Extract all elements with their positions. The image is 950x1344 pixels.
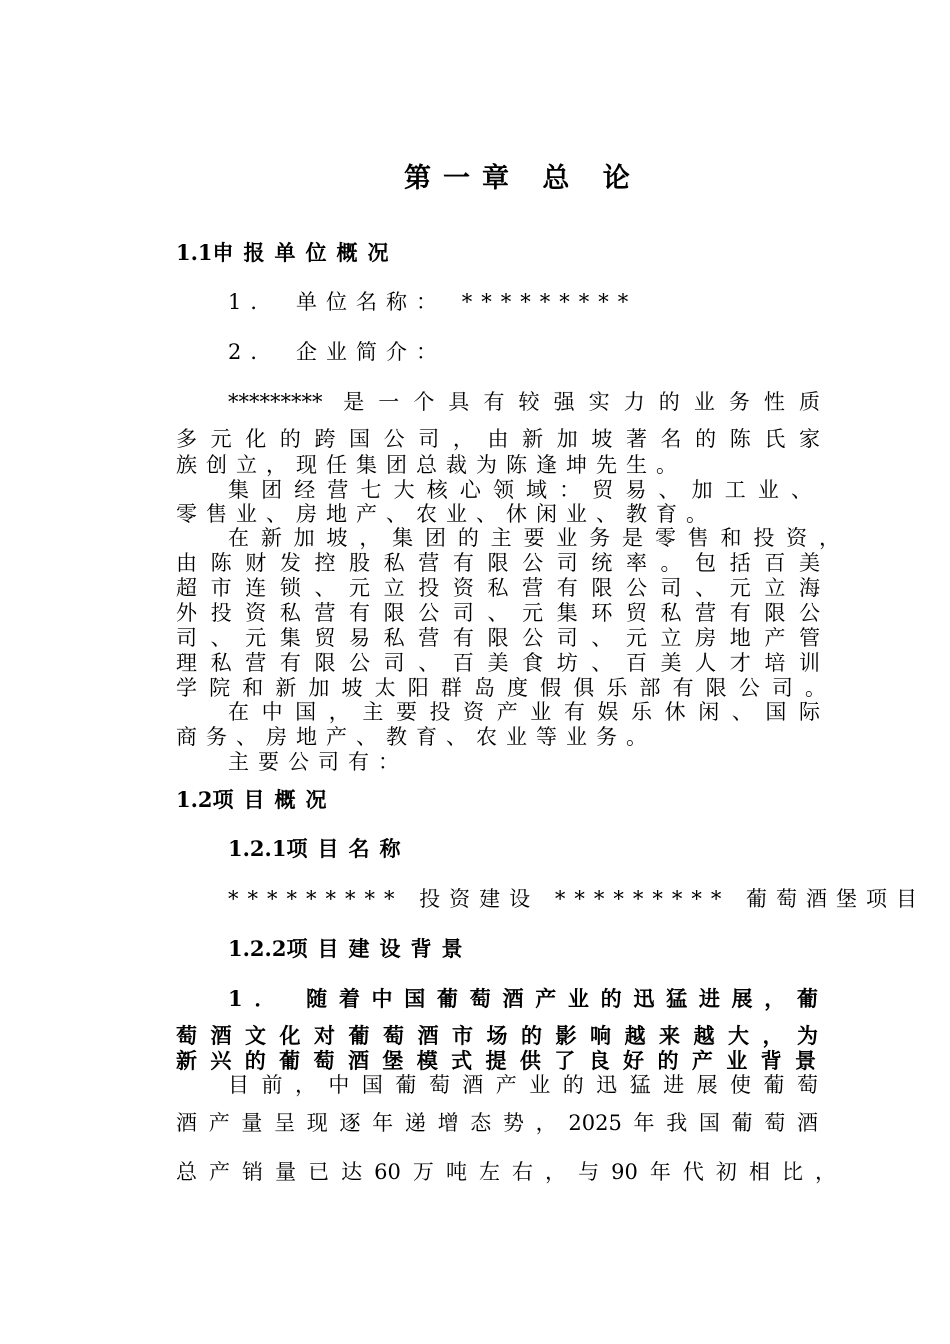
section-heading-1-2 <box>176 787 337 813</box>
company-name-item: 1． 单位名称： ********* <box>228 290 638 314</box>
section-title: 项目概况 <box>212 787 337 812</box>
paragraph-line: 目前，中国葡萄酒产业的迅猛进展使葡萄 <box>228 1073 818 1097</box>
section-number: 1.2.1 <box>228 836 287 861</box>
bold-paragraph-line: 萄酒文化对葡萄酒市场的影响越来越大，为 <box>176 1023 818 1048</box>
section-number: 1.1 <box>176 240 213 265</box>
section-title: 项目名称 <box>286 836 411 861</box>
project-name: ********* 投资建设 ********* 葡萄酒堡项目 <box>228 887 927 911</box>
paragraph-line: 由陈财发控股私营有限公司统率。包括百美 <box>176 551 820 575</box>
section-number: 1.2 <box>176 787 213 812</box>
company-intro-item: 2． 企业简介： <box>228 340 447 364</box>
paragraph-line: 超市连锁、元立投资私营有限公司、元立海 <box>176 576 820 600</box>
paragraph-line: 酒产量呈现逐年递增态势，2025年我国葡萄酒 <box>176 1111 818 1135</box>
paragraph-line: 司、元集贸易私营有限公司、元立房地产管 <box>176 626 820 650</box>
paragraph-line: 商务、房地产、教育、农业等业务。 <box>176 725 656 749</box>
section-number: 1.2.2 <box>228 936 287 961</box>
paragraph-line: 在中国，主要投资产业有娱乐休闲、国际 <box>228 700 820 724</box>
paragraph-line: 学院和新加坡太阳群岛度假俱乐部有限公司。 <box>176 676 826 700</box>
paragraph-line: 主要公司有： <box>228 750 408 774</box>
paragraph-line: 总产销量已达60万吨左右，与90年代初相比， <box>176 1160 836 1184</box>
section-heading-1-1 <box>176 240 399 266</box>
paragraph-line: 理私营有限公司、百美食坊、百美人才培训 <box>176 651 820 675</box>
chapter-title: 第一章 总 论 <box>404 163 642 194</box>
section-title: 项目建设背景 <box>286 936 473 961</box>
paragraph-line: 零售业、房地产、农业、休闲业、教育。 <box>176 502 716 526</box>
paragraph-line: 族创立，现任集团总裁为陈逢坤先生。 <box>176 453 686 477</box>
section-heading-1-2-1 <box>228 836 410 862</box>
paragraph-line: 在新加坡，集团的主要业务是零售和投资， <box>228 526 840 550</box>
section-heading-1-2-2 <box>228 936 472 962</box>
paragraph-line: 多元化的跨国公司，由新加坡著名的陈氏家 <box>176 427 820 451</box>
bold-paragraph-line: 新兴的葡萄酒堡模式提供了良好的产业背景 <box>176 1048 816 1073</box>
paragraph-line: 外投资私营有限公司、元集环贸私营有限公 <box>176 601 820 625</box>
paragraph-line: ********* 是一个具有较强实力的业务性质 <box>228 390 820 414</box>
bold-paragraph-line: 1． 随着中国葡萄酒产业的迅猛进展，葡 <box>228 986 818 1011</box>
section-title: 申报单位概况 <box>212 240 399 265</box>
paragraph-line: 集团经营七大核心领域：贸易、加工业、 <box>228 478 812 502</box>
